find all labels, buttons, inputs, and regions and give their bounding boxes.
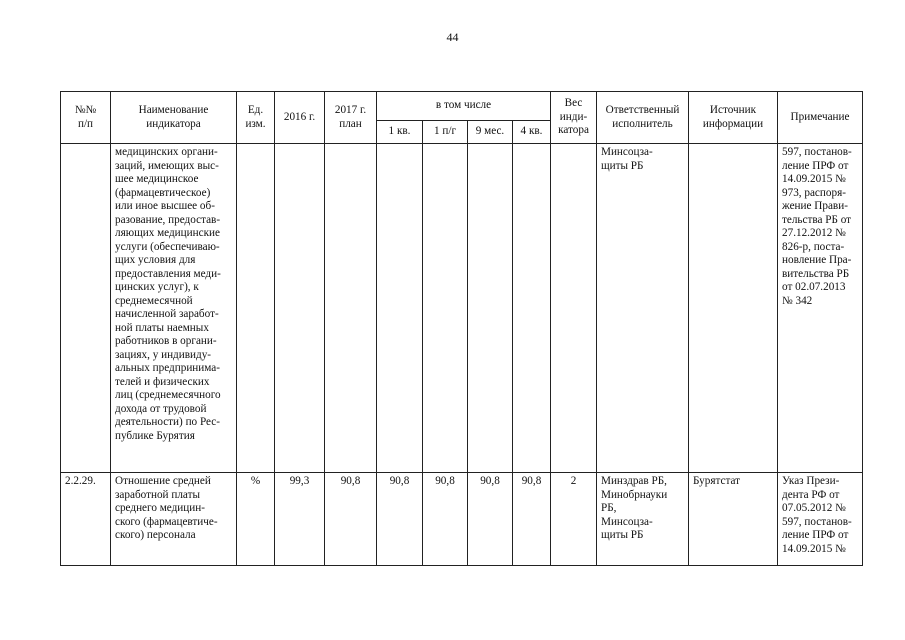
table-row — [61, 144, 863, 473]
cell-responsible: Минздрав РБ, Минобрнауки РБ, Минсоцза- щиты РБ — [597, 473, 689, 566]
cell-q1: 90,8 — [377, 473, 423, 566]
cell-9m — [468, 144, 513, 473]
cell-2016: 99,3 — [275, 473, 325, 566]
cell-2017 — [325, 144, 377, 473]
cell-9m: 90,8 — [468, 473, 513, 566]
cell-num — [61, 144, 111, 473]
header-weight: Вес инди- катора — [551, 92, 597, 144]
header-row — [61, 92, 863, 121]
header-num: №№ п/п — [61, 92, 111, 144]
header-2017-plan: 2017 г. план — [325, 92, 377, 144]
cell-source — [689, 144, 778, 473]
header-responsible: Ответственный исполнитель — [597, 92, 689, 144]
cell-2016 — [275, 144, 325, 473]
cell-h1 — [423, 144, 468, 473]
header-including: в том числе — [377, 92, 551, 121]
header-source: Источник информации — [689, 92, 778, 144]
cell-q1 — [377, 144, 423, 473]
cell-h1: 90,8 — [423, 473, 468, 566]
cell-num: 2.2.29. — [61, 473, 111, 566]
cell-2017: 90,8 — [325, 473, 377, 566]
indicator-table — [60, 91, 863, 566]
header-9m: 9 мес. — [468, 121, 513, 144]
cell-name: медицинских органи- заций, имеющих выс- шее медицинское (фармацевтическое) или иное высшее об- разование, предостав- ляющих медицинские услуги (обеспечиваю- щих условия для предоставления меди- цинских услуг), к среднемесячной начисленной заработ- ной платы наемных работников в органи- зациях, у индивиду- альных предпринима- телей и физических лиц (среднемесячного дохода от трудовой деятельности) по Рес- публике Бурятия — [111, 144, 237, 473]
cell-name: Отношение средней заработной платы среднего медицин- ского (фармацевтиче- ского) персонала — [111, 473, 237, 566]
cell-weight: 2 — [551, 473, 597, 566]
page-number: 44 — [446, 30, 459, 44]
header-unit: Ед. изм. — [237, 92, 275, 144]
header-q1: 1 кв. — [377, 121, 423, 144]
header-name: Наименование индикатора — [111, 92, 237, 144]
table-row — [61, 473, 863, 566]
header-q4: 4 кв. — [513, 121, 551, 144]
cell-note: 597, постанов- ление ПРФ от 14.09.2015 № 973, распоря- жение Прави- тельства РБ от 27.12.2012 № 826-р, поста- новление Пра- вительства РБ от 02.07.2013 № 342 — [778, 144, 863, 473]
cell-source: Бурятстат — [689, 473, 778, 566]
header-h1: 1 п/г — [423, 121, 468, 144]
cell-unit — [237, 144, 275, 473]
cell-note: Указ Прези- дента РФ от 07.05.2012 № 597, постанов- ление ПРФ от 14.09.2015 № — [778, 473, 863, 566]
header-note: Примечание — [778, 92, 863, 144]
header-2016: 2016 г. — [275, 92, 325, 144]
cell-q4: 90,8 — [513, 473, 551, 566]
cell-q4 — [513, 144, 551, 473]
cell-weight — [551, 144, 597, 473]
cell-responsible: Минсоцза- щиты РБ — [597, 144, 689, 473]
cell-unit: % — [237, 473, 275, 566]
